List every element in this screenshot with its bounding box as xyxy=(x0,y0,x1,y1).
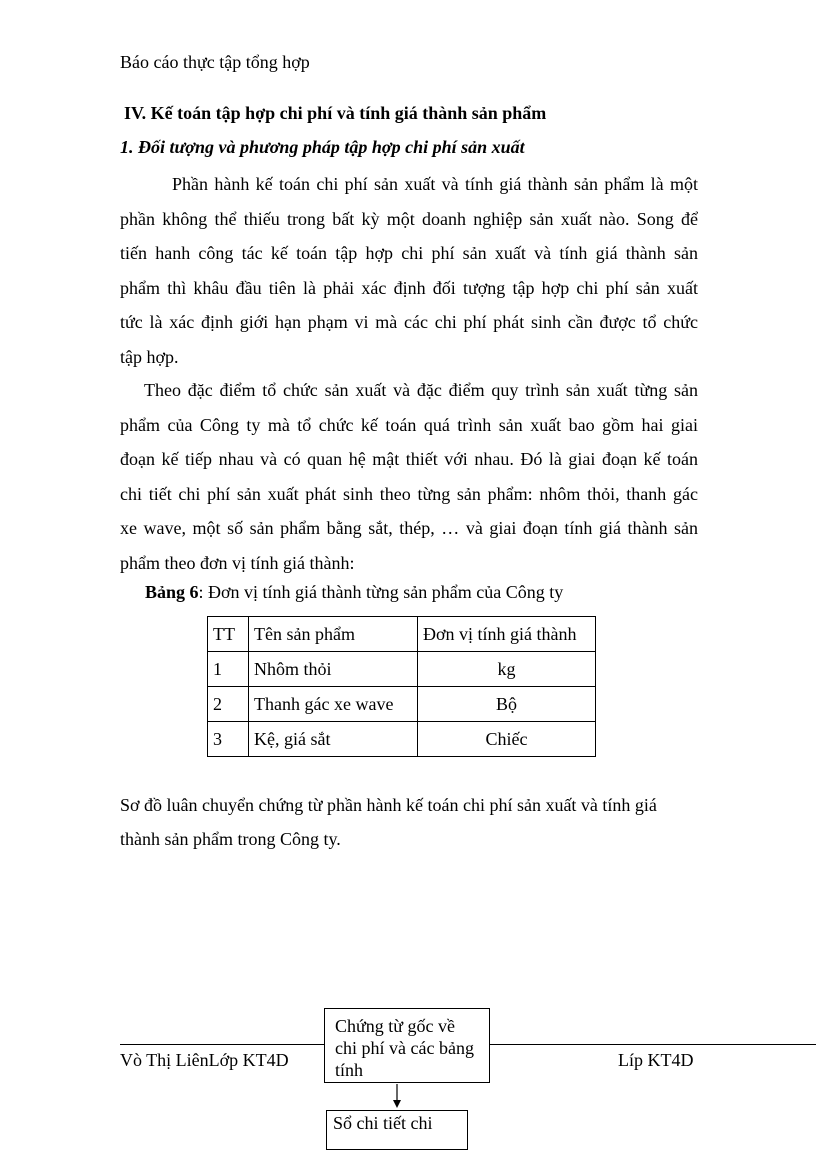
table-caption-text: : Đơn vị tính giá thành từng sản phẩm của Công ty xyxy=(198,582,564,602)
cell-product: Kệ, giá sắt xyxy=(249,722,418,757)
cell-tt: 3 xyxy=(208,722,249,757)
unit-table xyxy=(207,616,596,757)
paragraph-line: tức là xác định giới hạn phạm vi mà các chi phí phát sinh cần được tổ chức xyxy=(120,312,698,332)
table-row xyxy=(208,652,596,687)
cell-tt: 2 xyxy=(208,687,249,722)
page-header: Báo cáo thực tập tổng hợp xyxy=(120,52,310,72)
diagram-box-source-documents xyxy=(324,1008,490,1083)
table-header-row xyxy=(208,617,596,652)
table-caption xyxy=(145,582,563,603)
paragraph-line: xe wave, một số sản phẩm bằng sắt, thép, … và giai đoạn tính giá thành sản xyxy=(120,518,698,538)
box-line: chi phí và các bảng xyxy=(335,1038,474,1058)
cell-product: Nhôm thỏi xyxy=(249,652,418,687)
paragraph-line: đoạn kế tiếp nhau và có quan hệ mật thiết với nhau. Đó là giai đoạn kế toán xyxy=(120,449,698,469)
paragraph-line: Phần hành kế toán chi phí sản xuất và tính giá thành sản phẩm là một xyxy=(172,174,698,194)
cell-unit: Bộ xyxy=(418,687,596,722)
cell-product: Thanh gác xe wave xyxy=(249,687,418,722)
cell-tt: 1 xyxy=(208,652,249,687)
paragraph-line: phẩm theo đơn vị tính giá thành: xyxy=(120,552,355,573)
header-cell-unit: Đơn vị tính giá thành xyxy=(418,617,596,652)
header-cell-tt: TT xyxy=(208,617,249,652)
subsection-title: 1. Đối tượng và phương pháp tập hợp chi phí sản xuất xyxy=(120,137,525,157)
table-caption-label: Bảng 6 xyxy=(145,582,199,602)
section-title: IV. Kế toán tập hợp chi phí và tính giá thành sản phẩm xyxy=(124,103,547,123)
down-arrow-icon xyxy=(391,1084,403,1108)
box-line: tính xyxy=(335,1060,364,1080)
paragraph-line: Theo đặc điểm tổ chức sản xuất và đặc điểm quy trình sản xuất từng sản xyxy=(144,380,698,400)
footer-class: Líp KT4D xyxy=(618,1050,694,1070)
table-row xyxy=(208,722,596,757)
paragraph-line: phẩm của Công ty mà tổ chức kế toán quá trình sản xuất bao gồm hai giai xyxy=(120,414,698,435)
header-cell-product: Tên sản phẩm xyxy=(249,617,418,652)
paragraph-line: chi tiết chi phí sản xuất phát sinh theo từng sản phẩm: nhôm thỏi, thanh gác xyxy=(120,483,698,504)
paragraph-line: tập hợp. xyxy=(120,346,179,367)
table-row xyxy=(208,687,596,722)
paragraph-line: phần không thể thiếu trong bất kỳ một doanh nghiệp sản xuất nào. Song để xyxy=(120,208,698,229)
paragraph-2 xyxy=(120,373,698,580)
flow-intro-line: thành sản phẩm trong Công ty. xyxy=(120,829,341,849)
paragraph-line: phẩm thì khâu đầu tiên là phải xác định đối tượng tập hợp chi phí sản xuất xyxy=(120,277,698,298)
footer-author: Vò Thị LiênLớp KT4D xyxy=(120,1050,289,1070)
paragraph-1 xyxy=(120,167,698,374)
cell-unit: Chiếc xyxy=(418,722,596,757)
paragraph-line: tiến hanh công tác kế toán tập hợp chi phí sản xuất và tính giá thành sản xyxy=(120,243,698,263)
flow-intro xyxy=(120,788,700,856)
diagram-box-detail-ledger: Sổ chi tiết chi xyxy=(326,1110,468,1150)
flow-intro-line: Sơ đồ luân chuyển chứng từ phần hành kế toán chi phí sản xuất và tính giá xyxy=(120,795,657,815)
cell-unit: kg xyxy=(418,652,596,687)
box-line: Chứng từ gốc về xyxy=(335,1016,455,1036)
